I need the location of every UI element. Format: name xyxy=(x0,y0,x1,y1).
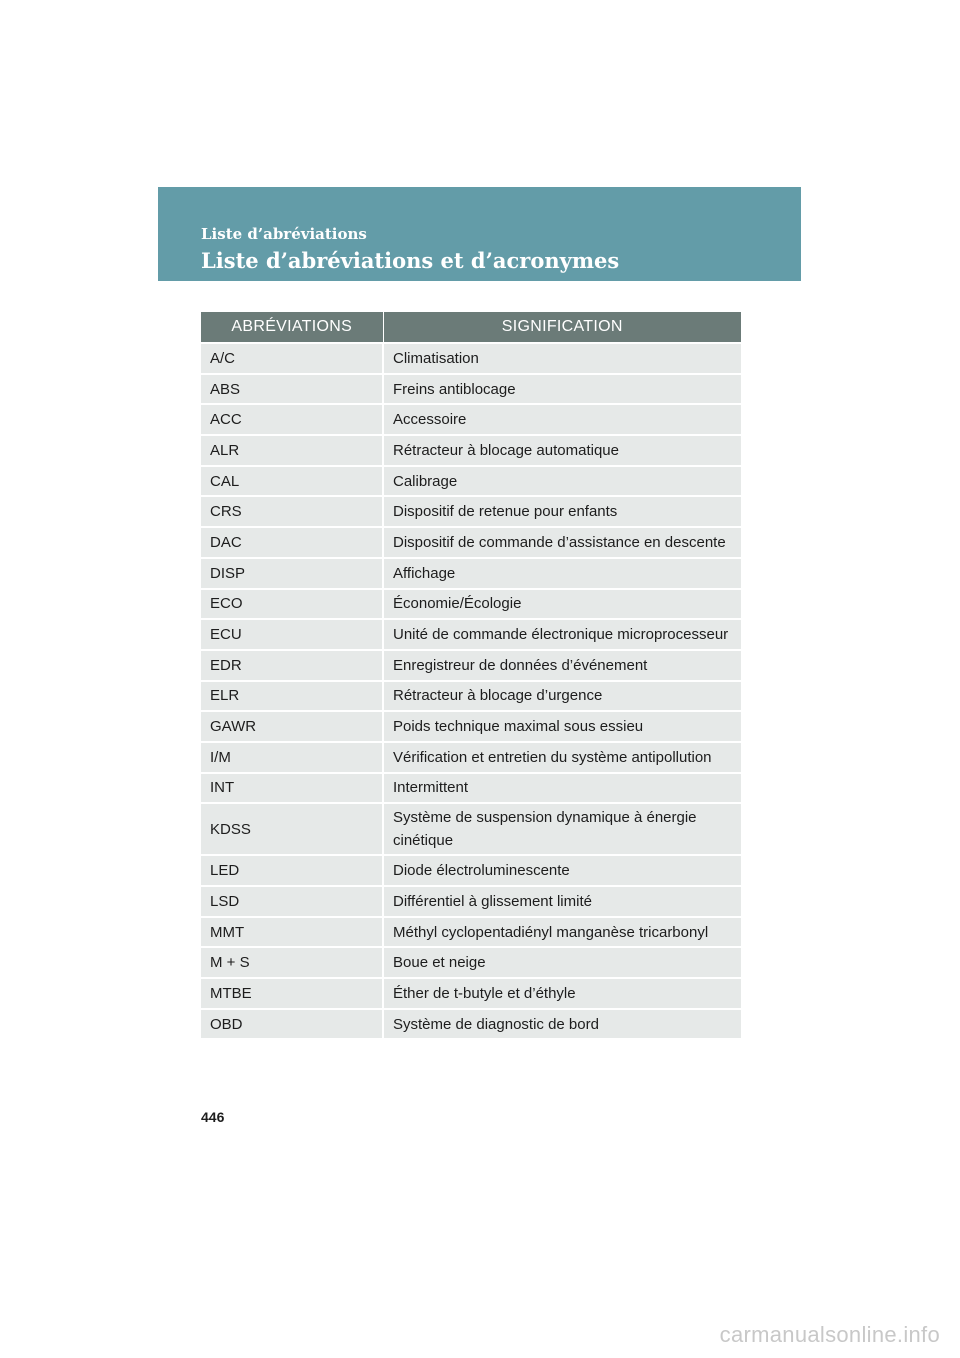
abbreviation-cell: EDR xyxy=(201,650,383,681)
meaning-cell: Dispositif de retenue pour enfants xyxy=(383,496,741,527)
table-row xyxy=(201,681,741,712)
abbreviation-cell: ECO xyxy=(201,589,383,620)
meaning-cell: Méthyl cyclopentadiényl manganèse tricarbonyl xyxy=(383,917,741,948)
abbreviation-cell: ACC xyxy=(201,404,383,435)
meaning-cell: Affichage xyxy=(383,558,741,589)
meaning-cell: Diode électroluminescente xyxy=(383,855,741,886)
table-row xyxy=(201,1009,741,1039)
abbreviation-cell: ALR xyxy=(201,435,383,466)
meaning-cell: Différentiel à glissement limité xyxy=(383,886,741,917)
watermark: carmanualsonline.info xyxy=(719,1322,940,1347)
page-number: 446 xyxy=(201,1109,225,1125)
meaning-cell: Boue et neige xyxy=(383,947,741,978)
abbreviation-cell: ABS xyxy=(201,374,383,405)
abbreviation-cell: GAWR xyxy=(201,711,383,742)
meaning-cell: Poids technique maximal sous essieu xyxy=(383,711,741,742)
meaning-cell: Freins antiblocage xyxy=(383,374,741,405)
table-header-row xyxy=(201,312,741,343)
abbreviation-cell: INT xyxy=(201,773,383,804)
table-row xyxy=(201,855,741,886)
table-row xyxy=(201,947,741,978)
table-row xyxy=(201,466,741,497)
abbreviation-cell: I/M xyxy=(201,742,383,773)
meaning-cell: Rétracteur à blocage d’urgence xyxy=(383,681,741,712)
table-row xyxy=(201,619,741,650)
section-label: Liste d’abréviations xyxy=(201,225,367,243)
section-header-band xyxy=(158,187,801,281)
table-row xyxy=(201,773,741,804)
meaning-cell: Rétracteur à blocage automatique xyxy=(383,435,741,466)
abbreviation-cell: DISP xyxy=(201,558,383,589)
abbreviation-cell: M + S xyxy=(201,947,383,978)
table-row xyxy=(201,496,741,527)
table-row xyxy=(201,343,741,374)
meaning-cell: Unité de commande électronique microprocesseur xyxy=(383,619,741,650)
meaning-cell: Climatisation xyxy=(383,343,741,374)
abbreviation-cell: A/C xyxy=(201,343,383,374)
table-row xyxy=(201,650,741,681)
abbreviation-cell: LSD xyxy=(201,886,383,917)
abbreviation-cell: OBD xyxy=(201,1009,383,1039)
page-title: Liste d’abréviations et d’acronymes xyxy=(201,248,620,273)
abbreviations-table xyxy=(201,312,741,1038)
meaning-cell: Vérification et entretien du système antipollution xyxy=(383,742,741,773)
table-row xyxy=(201,978,741,1009)
abbreviation-cell: ECU xyxy=(201,619,383,650)
table-row xyxy=(201,917,741,948)
table-row xyxy=(201,558,741,589)
abbreviation-cell: MTBE xyxy=(201,978,383,1009)
meaning-cell: Intermittent xyxy=(383,773,741,804)
table-row xyxy=(201,527,741,558)
abbreviation-cell: CRS xyxy=(201,496,383,527)
column-header-meaning: SIGNIFICATION xyxy=(383,312,741,343)
table-row xyxy=(201,435,741,466)
abbreviation-cell: LED xyxy=(201,855,383,886)
table-row xyxy=(201,404,741,435)
meaning-cell: Éther de t-butyle et d’éthyle xyxy=(383,978,741,1009)
abbreviation-cell: CAL xyxy=(201,466,383,497)
table-row xyxy=(201,803,741,855)
abbreviation-cell: DAC xyxy=(201,527,383,558)
meaning-cell: Système de suspension dynamique à énergie cinétique xyxy=(383,803,741,855)
meaning-cell: Calibrage xyxy=(383,466,741,497)
meaning-cell: Accessoire xyxy=(383,404,741,435)
abbreviation-cell: KDSS xyxy=(201,803,383,855)
meaning-cell: Économie/Écologie xyxy=(383,589,741,620)
column-header-abbreviations: ABRÉVIATIONS xyxy=(201,312,383,343)
meaning-cell: Système de diagnostic de bord xyxy=(383,1009,741,1039)
meaning-cell: Dispositif de commande d’assistance en descente xyxy=(383,527,741,558)
table-row xyxy=(201,886,741,917)
table-row xyxy=(201,589,741,620)
table-row xyxy=(201,374,741,405)
meaning-cell: Enregistreur de données d’événement xyxy=(383,650,741,681)
abbreviation-cell: ELR xyxy=(201,681,383,712)
table-row xyxy=(201,711,741,742)
abbreviation-cell: MMT xyxy=(201,917,383,948)
table-row xyxy=(201,742,741,773)
